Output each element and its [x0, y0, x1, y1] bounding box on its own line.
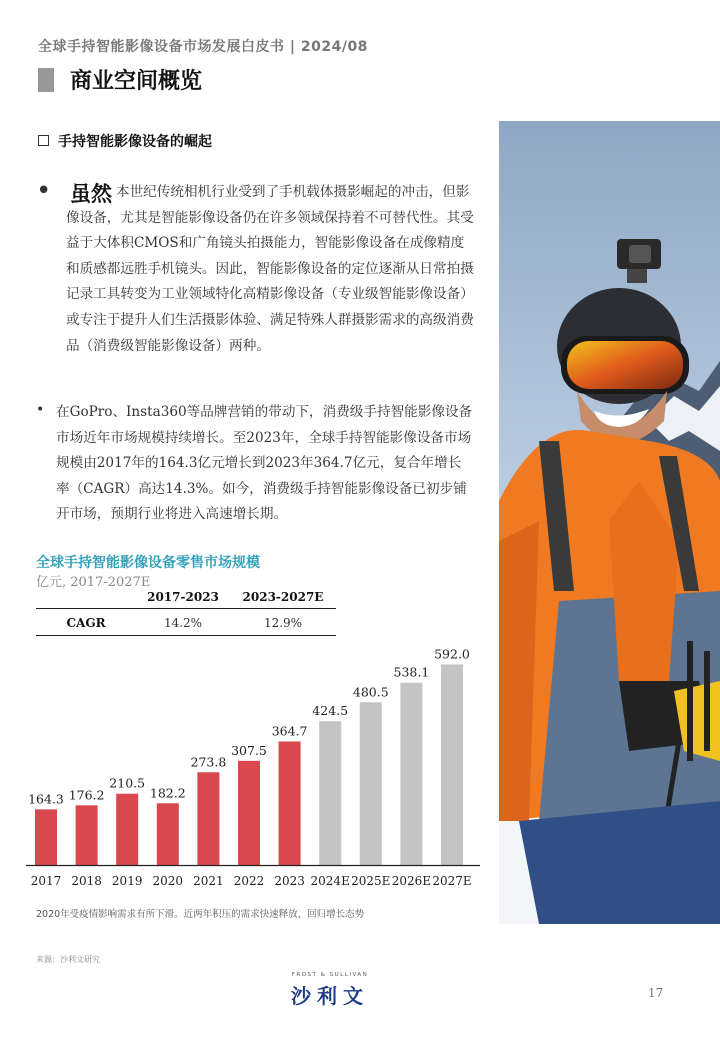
bar-value-label: 480.5: [352, 684, 389, 700]
chart-bar: [76, 805, 98, 865]
chart-bar: [157, 803, 179, 865]
bar-chart: [24, 640, 480, 896]
x-tick-label: 2025E: [351, 874, 391, 888]
chart-bar: [35, 809, 57, 865]
chart-title: 全球手持智能影像设备零售市场规模: [36, 555, 260, 571]
table-header-cell: 2023-2027E: [230, 588, 336, 609]
x-tick-label: 2027E: [432, 874, 472, 888]
table-row: [36, 609, 336, 636]
chart-bar: [238, 761, 260, 865]
company-logo: 沙利文: [291, 984, 369, 1008]
section-title: 商业空间概览: [70, 69, 203, 94]
chart-bar: [441, 664, 463, 865]
source-note: 来源：沙利文研究: [36, 955, 100, 964]
bullet-lead-word: 虽然: [70, 181, 112, 206]
x-tick-label: 2022: [233, 874, 265, 888]
document-header: 全球手持智能影像设备市场发展白皮书 | 2024/08: [38, 39, 368, 55]
x-tick-label: 2024E: [310, 874, 350, 888]
x-tick-label: 2021: [193, 874, 224, 888]
chart-bar: [400, 683, 422, 865]
x-tick-label: 2019: [111, 874, 143, 888]
chart-bar: [279, 741, 301, 865]
logo-subtext: FROST & SULLIVAN: [291, 972, 369, 978]
x-tick-label: 2017: [30, 874, 62, 888]
bar-value-label: 182.2: [149, 785, 186, 801]
table-header-cell: 2017-2023: [136, 588, 230, 609]
bar-value-label: 424.5: [312, 703, 349, 719]
bullet-paragraph: 在GoPro、Insta360等品牌营销的带动下，消费级手持智能影像设备市场近年市场规模持续增长。至2023年，全球手持智能影像设备市场规模由2017年的164.3亿元增长到2023年364.7亿元，复合年增长率（CAGR）高达14.3%。如今，消费级手持智能影像设备已初步铺开市场，预期行业将进入高速增长期。: [56, 404, 473, 523]
section-marker: [38, 68, 54, 92]
subheading: 手持智能影像设备的崛起: [58, 134, 212, 150]
bullet-paragraph: 本世纪传统相机行业受到了手机载体摄影崛起的冲击，但影像设备，尤其是智能影像设备仍在许多领域保持着不可替代性。其受益于大体积CMOS和广角镜头拍摄能力，智能影像设备在成像精度和质感都远胜手机镜头。因此，智能影像设备的定位逐渐从日常拍摄记录工具转变为工业领域特化高精影像设备（专业级智能影像设备）或专注于提升人们生活摄影体验、满足特殊人群摄影需求的高级消费品（消费级智能影像设备）两种。: [66, 184, 474, 354]
bullet-icon: •: [36, 176, 52, 206]
table-cell: 12.9%: [230, 609, 336, 636]
table-cell: CAGR: [36, 609, 136, 636]
table-header-row: [36, 588, 336, 609]
bar-value-label: 176.2: [68, 787, 105, 803]
chart-note: 2020年受疫情影响需求有所下滑。近两年积压的需求快速释放，回归增长态势: [36, 909, 365, 920]
bar-value-label: 210.5: [109, 775, 146, 791]
chart-bar: [116, 794, 138, 865]
table-cell: 14.2%: [136, 609, 230, 636]
page-number: 17: [648, 986, 664, 1000]
cagr-table: [36, 588, 336, 636]
table-header-cell: [36, 588, 136, 609]
x-tick-label: 2020: [152, 874, 184, 888]
x-tick-label: 2023: [274, 874, 305, 888]
checkbox-bullet-icon: [38, 135, 49, 146]
bullet-icon: •: [36, 402, 45, 418]
x-tick-label: 2018: [71, 874, 102, 888]
x-tick-label: 2026E: [391, 874, 432, 888]
bar-value-label: 273.8: [190, 754, 227, 770]
chart-bar: [197, 772, 219, 865]
bar-value-label: 307.5: [231, 742, 267, 758]
chart-bar: [360, 702, 382, 865]
bar-value-label: 592.0: [434, 646, 470, 662]
bar-value-label: 364.7: [271, 723, 308, 739]
chart-unit: 亿元, 2017-2027E: [36, 575, 151, 590]
chart-bar: [319, 721, 341, 865]
bar-value-label: 538.1: [393, 664, 430, 680]
bar-value-label: 164.3: [28, 791, 64, 807]
skier-photo: [499, 121, 720, 924]
